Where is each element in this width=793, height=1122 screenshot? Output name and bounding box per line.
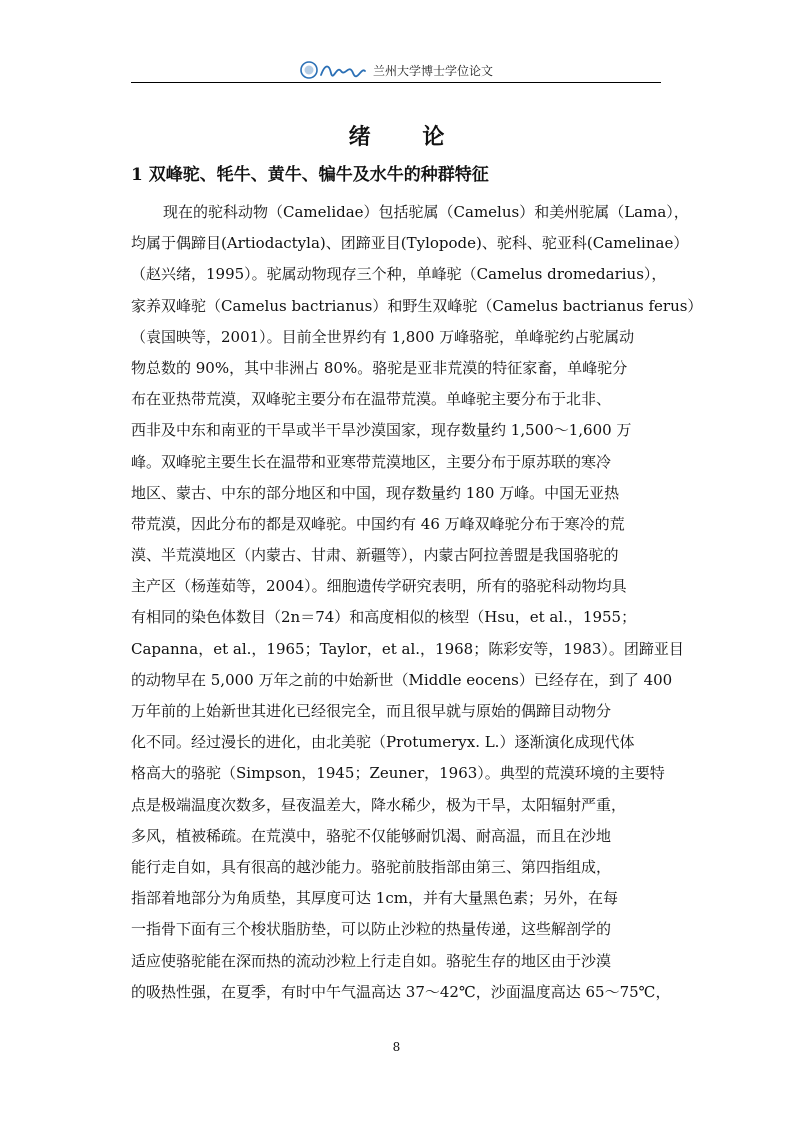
section-heading: 1 双峰驼、牦牛、黄牛、犏牛及水牛的种群特征 [131, 165, 489, 185]
paragraph-line: 均属于偶蹄目(Artiodactyla)、团蹄亚目(Tylopode)、驼科、驼亚科(Camelinae） [131, 234, 689, 253]
paragraph-line: 适应使骆驼能在深而热的流动沙粒上行走自如。骆驼生存的地区由于沙漠 [131, 951, 612, 970]
paragraph-line: 的吸热性强，在夏季，有时中午气温高达 37～42℃，沙面温度高达 65～75℃， [131, 982, 671, 1001]
paragraph-line: （袁国映等，2001）。目前全世界约有 1,800 万峰骆驼，单峰驼约占驼属动 [131, 327, 635, 346]
page-number: 8 [392, 1040, 401, 1054]
paragraph-line: 地区、蒙古、中东的部分地区和中国，现存数量约 180 万峰。中国无亚热 [131, 483, 620, 502]
body-paragraph [131, 197, 703, 1008]
paragraph-line: （赵兴绪，1995）。驼属动物现存三个种，单峰驼（Camelus dromedarius）， [131, 265, 667, 284]
chapter-title: 绪 论 [348, 124, 467, 150]
thesis-header-title: 兰州大学博士学位论文 [372, 63, 493, 78]
paragraph-line: 家养双峰驼（Camelus bactrianus）和野生双峰驼（Camelus bactrianus ferus） [131, 296, 703, 315]
paragraph-line: 多风，植被稀疏。在荒漠中，骆驼不仅能够耐饥渴、耐高温，而且在沙地 [131, 826, 612, 845]
paragraph-line: Capanna，et al.，1965；Taylor，et al.，1968；陈彩安等，1983）。团蹄亚目 [131, 639, 684, 658]
header-divider [131, 82, 661, 83]
paragraph-line: 点是极端温度次数多，昼夜温差大，降水稀少，极为干旱，太阳辐射严重， [131, 795, 627, 814]
paragraph-line: 万年前的上始新世其进化已经很完全，而且很早就与原始的偶蹄目动物分 [131, 702, 612, 720]
paragraph-line: 带荒漠，因此分布的都是双峰驼。中国约有 46 万峰双峰驼分布于寒冷的荒 [131, 514, 625, 533]
paragraph-line: 化不同。经过漫长的进化，由北美驼（Protumeryx. L.）逐渐演化成现代体 [131, 733, 635, 752]
paragraph-line: 漠、半荒漠地区（内蒙古、甘肃、新疆等），内蒙古阿拉善盟是我国骆驼的 [131, 546, 619, 565]
paragraph-line: 主产区（杨莲茹等，2004）。细胞遗传学研究表明，所有的骆驼科动物均具 [131, 577, 627, 596]
paragraph-line: 一指骨下面有三个梭状脂肪垫，可以防止沙粒的热量传递，这些解剖学的 [131, 920, 612, 939]
paragraph-line: 布在亚热带荒漠，双峰驼主要分布在温带荒漠。单峰驼主要分布于北非、 [131, 390, 612, 409]
paragraph-line: 格高大的骆驼（Simpson，1945；Zeuner，1963）。典型的荒漠环境的主要特 [131, 764, 665, 783]
paragraph-line: 物总数的 90%，其中非洲占 80%。骆驼是亚非荒漠的特征家畜，单峰驼分 [131, 358, 628, 377]
paragraph-line: 现在的驼科动物（Camelidae）包括驼属（Camelus）和美州驼属（Lama）， [163, 203, 689, 221]
university-logo [299, 59, 369, 81]
paragraph-line: 指部着地部分为角质垫，其厚度可达 1cm，并有大量黑色素；另外，在每 [131, 889, 618, 908]
paragraph-line: 的动物早在 5,000 万年之前的中始新世（Middle eocens）已经存在，到了 400 [131, 670, 673, 689]
paragraph-line: 能行走自如，具有很高的越沙能力。骆驼前肢指部由第三、第四指组成， [131, 857, 612, 876]
paragraph-line: 西非及中东和南亚的干旱或半干旱沙漠国家，现存数量约 1,500～1,600 万 [131, 421, 632, 440]
page-header [131, 58, 661, 82]
paragraph-line: 有相同的染色体数目（2n＝74）和高度相似的核型（Hsu，et al.，1955； [131, 608, 637, 627]
paragraph-line: 峰。双峰驼主要生长在温带和亚寒带荒漠地区，主要分布于原苏联的寒冷 [131, 452, 612, 471]
